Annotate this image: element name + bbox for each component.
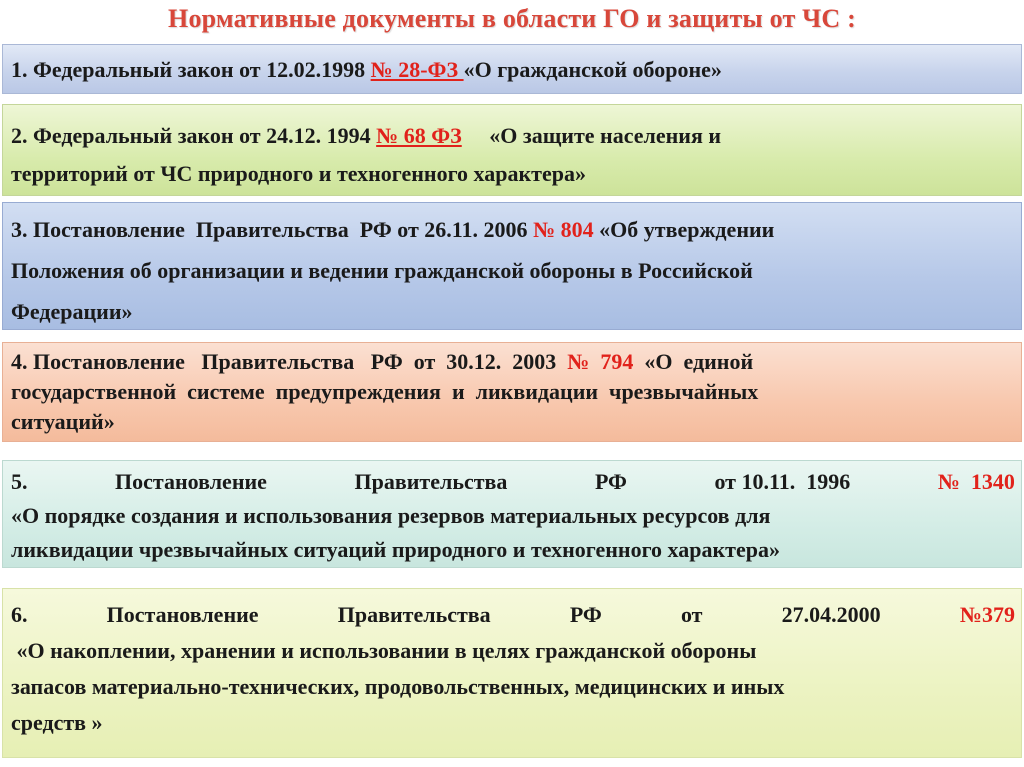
document-item-3-line-1 xyxy=(11,209,1015,250)
document-item-6-line-4: средств » xyxy=(11,710,103,735)
document-item-1-text-a: 1. Федеральный закон от 12.02.1998 xyxy=(11,57,371,82)
document-item-2-text-b: «О защите населения и xyxy=(461,123,722,148)
document-item-1-line-1 xyxy=(11,45,1015,95)
document-item-5-number: № 1340 xyxy=(937,469,1015,494)
document-item-3-text-b: «Об утверждении xyxy=(593,217,775,242)
document-item-2-line-1 xyxy=(11,117,1015,155)
document-item-2-text-a: 2. Федеральный закон от 24.12. 1994 xyxy=(11,123,377,148)
document-item-5-line-3: ликвидации чрезвычайных ситуаций природного и техногенного характера» xyxy=(11,537,780,562)
document-item-6-word-2: Постановление xyxy=(106,602,259,627)
document-item-6-number: №379 xyxy=(959,602,1015,627)
document-item-5-line-1 xyxy=(11,465,1015,499)
document-item-5-word-4: РФ xyxy=(594,469,627,494)
document-item-6-line-1 xyxy=(11,597,1015,633)
document-item-6 xyxy=(2,588,1022,758)
document-item-4-text-b: «О единой xyxy=(633,349,754,374)
document-item-5-word-1: 5. xyxy=(11,469,28,494)
document-item-5-word-5: от 10.11. 1996 xyxy=(714,469,851,494)
document-item-6-word-3: Правительства xyxy=(337,602,491,627)
document-item-2 xyxy=(2,104,1022,196)
document-item-2-line-2: территорий от ЧС природного и техногенного характера» xyxy=(11,161,586,186)
document-item-2-number: № 68 ФЗ xyxy=(376,123,462,148)
document-item-4-line-1 xyxy=(11,347,1015,377)
document-item-6-word-5: от xyxy=(680,602,703,627)
document-item-5-word-2: Постановление xyxy=(115,469,267,494)
document-item-1 xyxy=(2,44,1022,94)
document-item-3-line-3: Федерации» xyxy=(11,299,133,324)
document-item-6-word-4: РФ xyxy=(569,602,602,627)
document-item-6-word-6: 27.04.2000 xyxy=(781,602,881,627)
document-item-5-line-2: «О порядке создания и использования резервов материальных ресурсов для xyxy=(11,503,771,528)
document-item-6-line-3: запасов материально-технических, продовольственных, медицинских и иных xyxy=(11,674,785,699)
page-title: Нормативные документы в области ГО и защиты от ЧС : xyxy=(168,4,856,33)
document-item-4 xyxy=(2,342,1022,442)
document-item-4-number: № 794 xyxy=(567,349,634,374)
document-item-1-number: № 28-ФЗ xyxy=(370,57,464,82)
document-item-6-line-2: «О накоплении, хранении и использовании в целях гражданской обороны xyxy=(11,638,757,663)
document-item-3 xyxy=(2,202,1022,330)
document-item-3-number: № 804 xyxy=(533,217,594,242)
document-item-5-word-3: Правительства xyxy=(354,469,508,494)
document-item-1-text-b: «О гражданской обороне» xyxy=(463,57,722,82)
document-item-4-line-3: ситуаций» xyxy=(11,409,115,434)
document-item-3-line-2: Положения об организации и ведении гражданской обороны в Российской xyxy=(11,258,753,283)
document-item-4-line-2: государственной системе предупреждения и ликвидации чрезвычайных xyxy=(11,379,759,404)
document-item-4-text-a: 4. Постановление Правительства РФ от 30.12. 2003 xyxy=(11,349,568,374)
document-item-6-word-1: 6. xyxy=(11,602,28,627)
document-item-3-text-a: 3. Постановление Правительства РФ от 26.11. 2006 xyxy=(11,217,534,242)
document-item-5 xyxy=(2,460,1022,568)
